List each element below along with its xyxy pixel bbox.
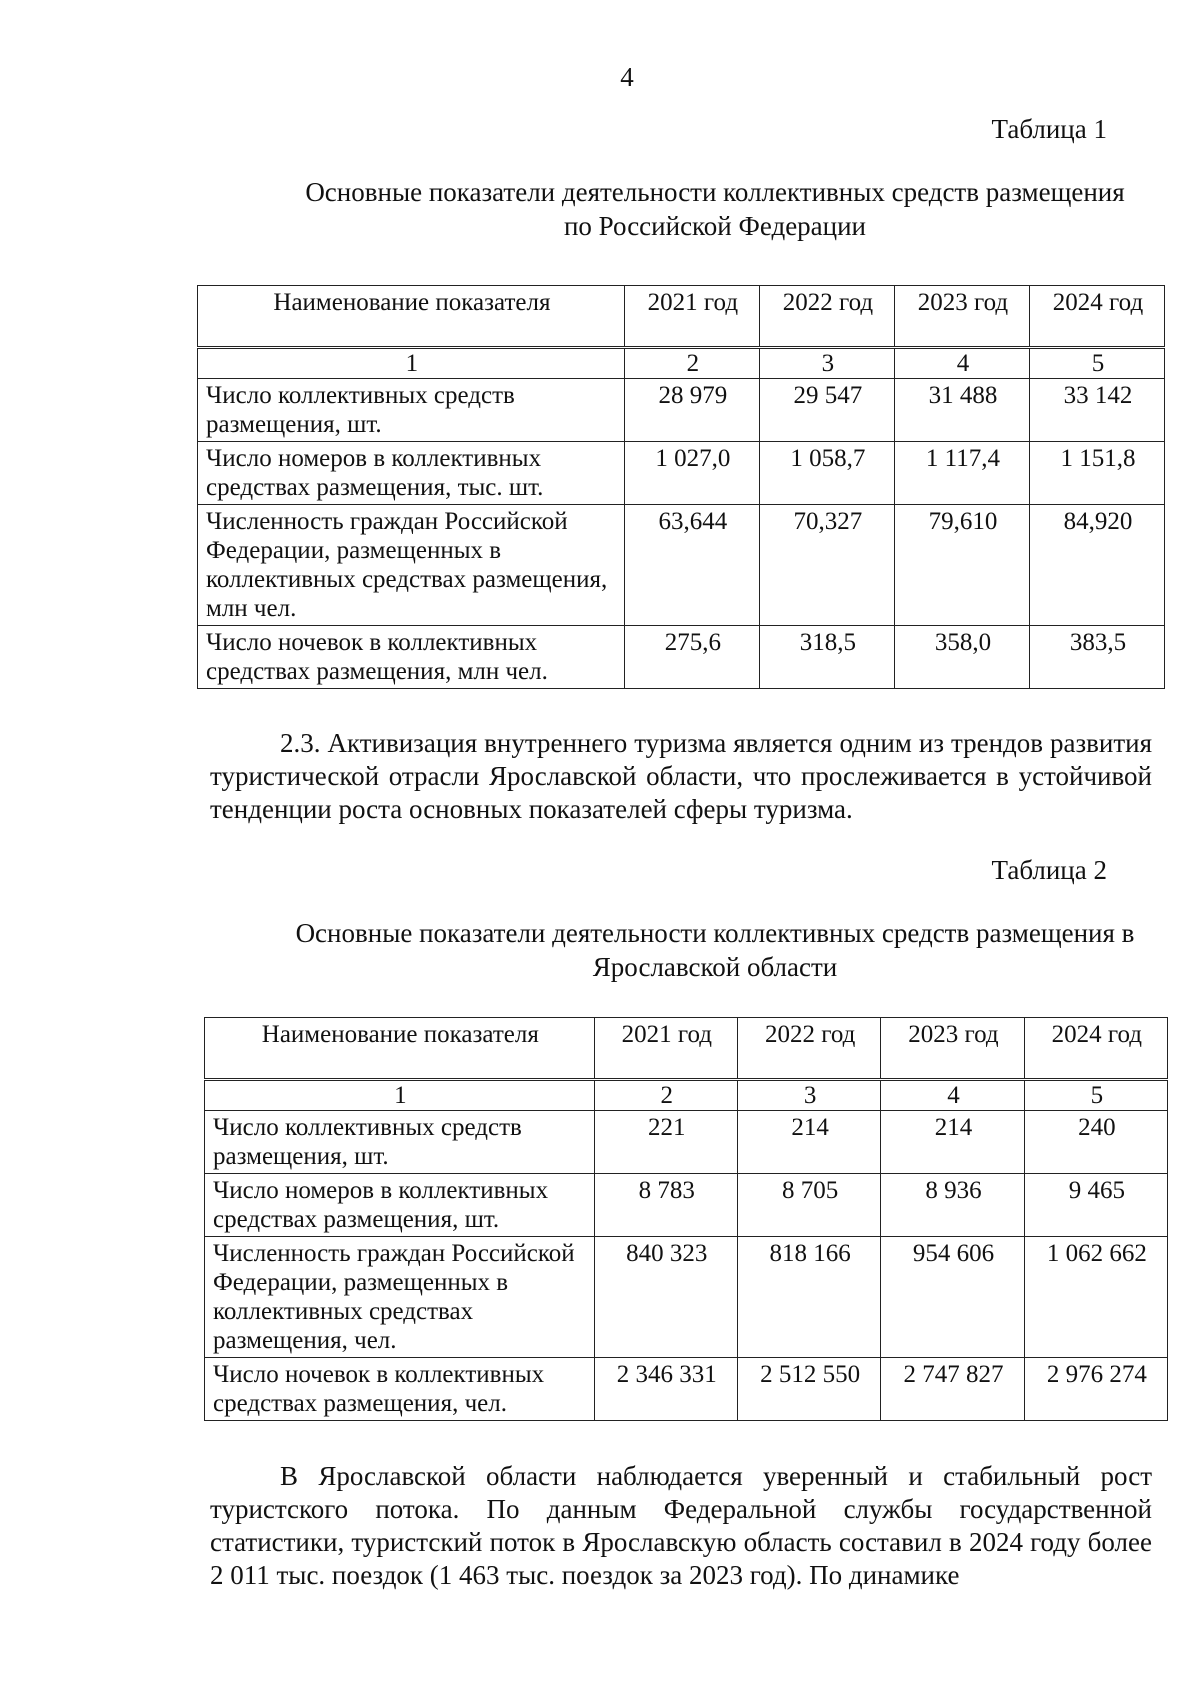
cell-2022: 29 547 — [759, 379, 894, 442]
cell-2021: 1 027,0 — [624, 442, 759, 505]
cell-2022: 1 058,7 — [759, 442, 894, 505]
row-label: Число ночевок в коллективных средствах размещения, чел. — [205, 1358, 595, 1421]
cell-2024: 84,920 — [1029, 505, 1164, 626]
table-1-label: Таблица 1 — [991, 114, 1107, 144]
table-2-index-cell: 5 — [1024, 1080, 1167, 1111]
cell-2024: 1 062 662 — [1024, 1237, 1167, 1358]
table-1-index-cell: 2 — [624, 348, 759, 379]
table-1 — [197, 285, 1165, 689]
table-2-header-2024: 2024 год — [1024, 1018, 1167, 1080]
table-2-title-line1: Основные показатели деятельности коллективных средств размещения в — [295, 918, 1135, 948]
paragraph-1 — [210, 727, 1152, 826]
cell-2022: 318,5 — [759, 626, 894, 689]
table-2-index-row — [205, 1080, 1168, 1111]
table-1-title — [205, 175, 1200, 243]
row-label: Число коллективных средств размещения, шт. — [198, 379, 625, 442]
row-label: Число ночевок в коллективных средствах размещения, млн чел. — [198, 626, 625, 689]
cell-2024: 1 151,8 — [1029, 442, 1164, 505]
paragraph-1-text: 2.3. Активизация внутреннего туризма является одним из трендов развития туристической отрасли Ярославской области, что прослеживается в устойчивой тенденции роста основных показателей сферы туризма. — [210, 728, 1152, 824]
table-1-header-name: Наименование показателя — [198, 286, 625, 348]
cell-2023: 954 606 — [881, 1237, 1024, 1358]
table-row — [198, 626, 1165, 689]
row-label: Число номеров в коллективных средствах размещения, шт. — [205, 1174, 595, 1237]
cell-2021: 2 346 331 — [594, 1358, 737, 1421]
table-row — [198, 379, 1165, 442]
table-1-header-row — [198, 286, 1165, 348]
table-row — [205, 1358, 1168, 1421]
cell-2022: 818 166 — [737, 1237, 880, 1358]
cell-2023: 358,0 — [894, 626, 1029, 689]
paragraph-2 — [210, 1460, 1152, 1592]
table-2-header-name: Наименование показателя — [205, 1018, 595, 1080]
row-label: Численность граждан Российской Федерации, размещенных в коллективных средствах размещения, млн чел. — [198, 505, 625, 626]
table-2-title — [205, 916, 1200, 984]
cell-2023: 79,610 — [894, 505, 1029, 626]
cell-2024: 240 — [1024, 1111, 1167, 1174]
table-2-title-line2: Ярославской области — [592, 952, 838, 982]
cell-2023: 214 — [881, 1111, 1024, 1174]
table-1-header-2024: 2024 год — [1029, 286, 1164, 348]
table-row — [205, 1174, 1168, 1237]
table-2-header-2021: 2021 год — [594, 1018, 737, 1080]
cell-2023: 8 936 — [881, 1174, 1024, 1237]
row-label: Число номеров в коллективных средствах размещения, тыс. шт. — [198, 442, 625, 505]
table-1-header-2022: 2022 год — [759, 286, 894, 348]
cell-2021: 275,6 — [624, 626, 759, 689]
row-label: Численность граждан Российской Федерации, размещенных в коллективных средствах размещения, чел. — [205, 1237, 595, 1358]
table-2-header-2023: 2023 год — [881, 1018, 1024, 1080]
table-1-title-line2: по Российской Федерации — [563, 211, 867, 241]
cell-2021: 840 323 — [594, 1237, 737, 1358]
page-number: 4 — [620, 62, 634, 92]
table-row — [198, 442, 1165, 505]
cell-2022: 214 — [737, 1111, 880, 1174]
table-1-header-2023: 2023 год — [894, 286, 1029, 348]
cell-2022: 8 705 — [737, 1174, 880, 1237]
cell-2021: 28 979 — [624, 379, 759, 442]
table-2-label: Таблица 2 — [991, 855, 1107, 885]
cell-2022: 70,327 — [759, 505, 894, 626]
cell-2024: 2 976 274 — [1024, 1358, 1167, 1421]
cell-2021: 8 783 — [594, 1174, 737, 1237]
table-1-index-cell: 1 — [198, 348, 625, 379]
cell-2021: 63,644 — [624, 505, 759, 626]
table-2-index-cell: 1 — [205, 1080, 595, 1111]
cell-2023: 1 117,4 — [894, 442, 1029, 505]
table-2-index-cell: 4 — [881, 1080, 1024, 1111]
cell-2021: 221 — [594, 1111, 737, 1174]
table-row — [198, 505, 1165, 626]
table-2-index-cell: 3 — [737, 1080, 880, 1111]
paragraph-2-text: В Ярославской области наблюдается уверенный и стабильный рост туристского потока. По данным Федеральной службы государственной статистики, туристский поток в Ярославскую область составил в 2024 году более 2 011 тыс. поездок (1 463 тыс. поездок за 2023 год). По динамике — [210, 1461, 1152, 1590]
table-1-index-row — [198, 348, 1165, 379]
cell-2022: 2 512 550 — [737, 1358, 880, 1421]
table-1-index-cell: 5 — [1029, 348, 1164, 379]
table-2-header-2022: 2022 год — [737, 1018, 880, 1080]
row-label: Число коллективных средств размещения, шт. — [205, 1111, 595, 1174]
table-2-index-cell: 2 — [594, 1080, 737, 1111]
cell-2024: 9 465 — [1024, 1174, 1167, 1237]
table-row — [205, 1111, 1168, 1174]
table-row — [205, 1237, 1168, 1358]
cell-2024: 33 142 — [1029, 379, 1164, 442]
table-2 — [204, 1017, 1168, 1421]
table-1-header-2021: 2021 год — [624, 286, 759, 348]
table-1-index-cell: 3 — [759, 348, 894, 379]
table-1-index-cell: 4 — [894, 348, 1029, 379]
cell-2023: 31 488 — [894, 379, 1029, 442]
cell-2023: 2 747 827 — [881, 1358, 1024, 1421]
cell-2024: 383,5 — [1029, 626, 1164, 689]
table-1-title-line1: Основные показатели деятельности коллективных средств размещения — [305, 177, 1125, 207]
table-2-header-row — [205, 1018, 1168, 1080]
